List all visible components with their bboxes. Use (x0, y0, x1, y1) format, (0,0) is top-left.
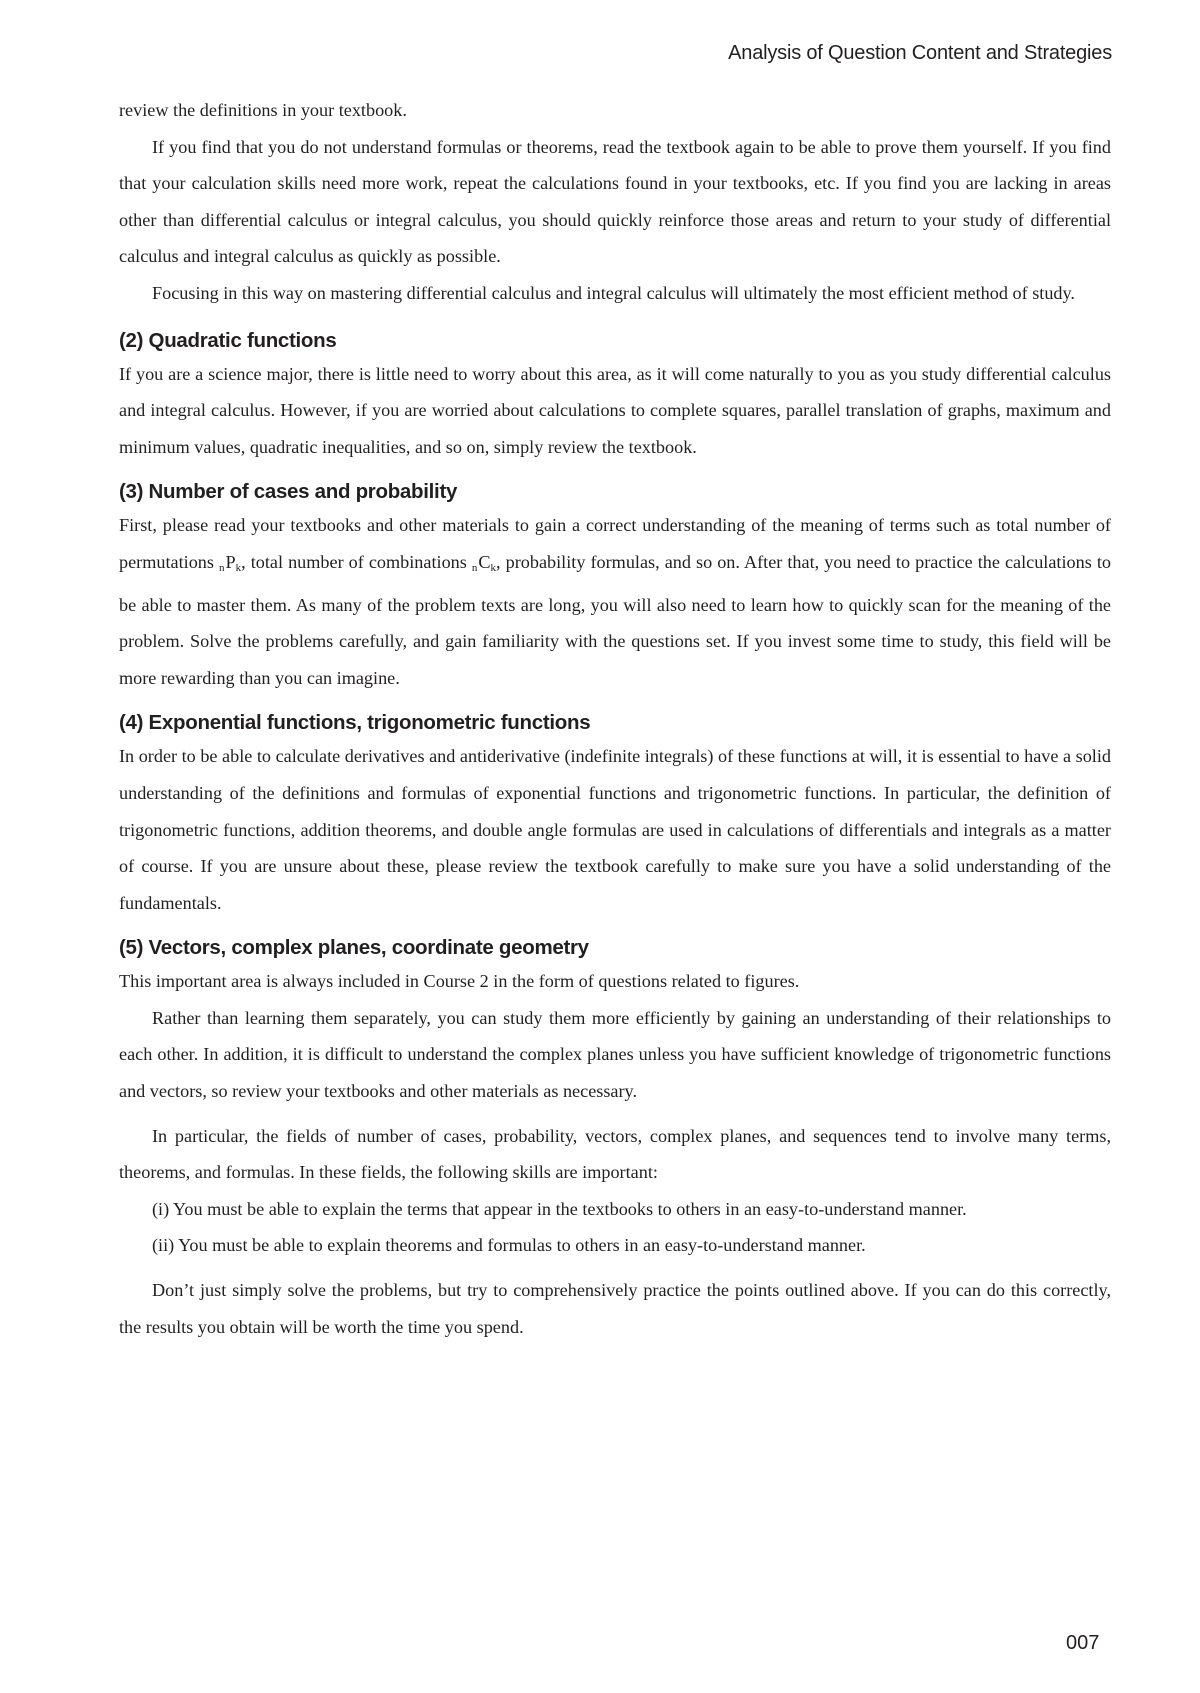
probability-text-part-1: First, please read your textbooks and other materials to gain a correct understanding of the meaning of terms such as total number of permutations (119, 515, 1111, 572)
section-vectors-paragraph-2: Rather than learning them separately, you can study them more efficiently by gaining an understanding of their relationships to each other. In addition, it is difficult to understand the complex planes unless you have sufficient knowledge of trigonometric functions and vectors, so review your textbooks and other materials as necessary. (119, 1007, 1111, 1102)
permutation-k-subscript: k (235, 561, 242, 574)
section-heading-vectors: (5) Vectors, complex planes, coordinate geometry (119, 936, 589, 960)
closing-intro-paragraph: In particular, the fields of number of cases, probability, vectors, complex planes, and sequences tend to involve many terms, theorems, and formulas. In these fields, the following skills are important: (119, 1125, 1111, 1183)
section-heading-quadratic: (2) Quadratic functions (119, 328, 337, 352)
probability-text-part-3: , probability formulas, and so on. After that, you need to practice the calculations to be able to master them. As many of the problem texts are long, you will also need to learn how to quickly scan for the meaning of the problem. Solve the problems carefully, and gain familiarity with the questions set. If you invest some time to study, this field will be more rewarding than you can imagine. (119, 551, 1111, 688)
section-probability-paragraph (119, 507, 1111, 696)
skill-item-1: (i) You must be able to explain the terms that appear in the textbooks to others in an easy-to-understand manner. (152, 1198, 967, 1219)
section-vectors-paragraph-1: This important area is always included in Course 2 in the form of questions related to figures. (119, 971, 800, 992)
section-exponential-trig-paragraph: In order to be able to calculate derivatives and antiderivative (indefinite integrals) of these functions at will, it is essential to have a solid understanding of the definitions and formulas of exponential functions and trigonometric functions. In particular, the definition of trigonometric functions, addition theorems, and double angle formulas are used in calculations of differentials and integrals as a matter of course. If you are unsure about these, please review the textbook carefully to make sure you have a solid understanding of the fundamentals. (119, 746, 1111, 913)
section-heading-exponential-trig: (4) Exponential functions, trigonometric functions (119, 711, 591, 735)
section-heading-probability: (3) Number of cases and probability (119, 480, 458, 504)
combination-n-subscript: n (471, 561, 478, 574)
closing-final-paragraph: Don’t just simply solve the problems, but try to comprehensively practice the points outlined above. If you can do this correctly, the results you obtain will be worth the time you spend. (119, 1280, 1111, 1337)
running-header: Analysis of Question Content and Strategies (728, 42, 1112, 64)
permutation-n-subscript: n (219, 561, 225, 574)
combination-symbol: C (478, 551, 491, 572)
intro-paragraph-3: Focusing in this way on mastering differential calculus and integral calculus will ultimately the most efficient method of study. (152, 282, 1075, 303)
permutation-symbol: P (225, 551, 236, 572)
section-quadratic-paragraph: If you are a science major, there is little need to worry about this area, as it will come naturally to you as you study differential calculus and integral calculus. However, if you are worried about calculations to complete squares, parallel translation of graphs, maximum and minimum values, quadratic inequalities, and so on, simply review the textbook. (119, 363, 1111, 457)
probability-text-part-2: , total number of combinations (241, 551, 472, 572)
combination-k-subscript: k (490, 561, 497, 574)
intro-paragraph-1: review the definitions in your textbook. (119, 100, 407, 120)
intro-paragraph-2: If you find that you do not understand formulas or theorems, read the textbook again to be able to prove them yourself. If you find that your calculation skills need more work, repeat the calculations found in your textbooks, etc. If you find you are lacking in areas other than differential calculus or integral calculus, you should quickly reinforce those areas and return to your study of differential calculus and integral calculus as quickly as possible. (119, 136, 1111, 267)
page-number: 007 (1066, 1632, 1100, 1654)
page-body (119, 92, 1111, 1345)
skill-item-2: (ii) You must be able to explain theorems and formulas to others in an easy-to-understand manner. (152, 1235, 866, 1256)
